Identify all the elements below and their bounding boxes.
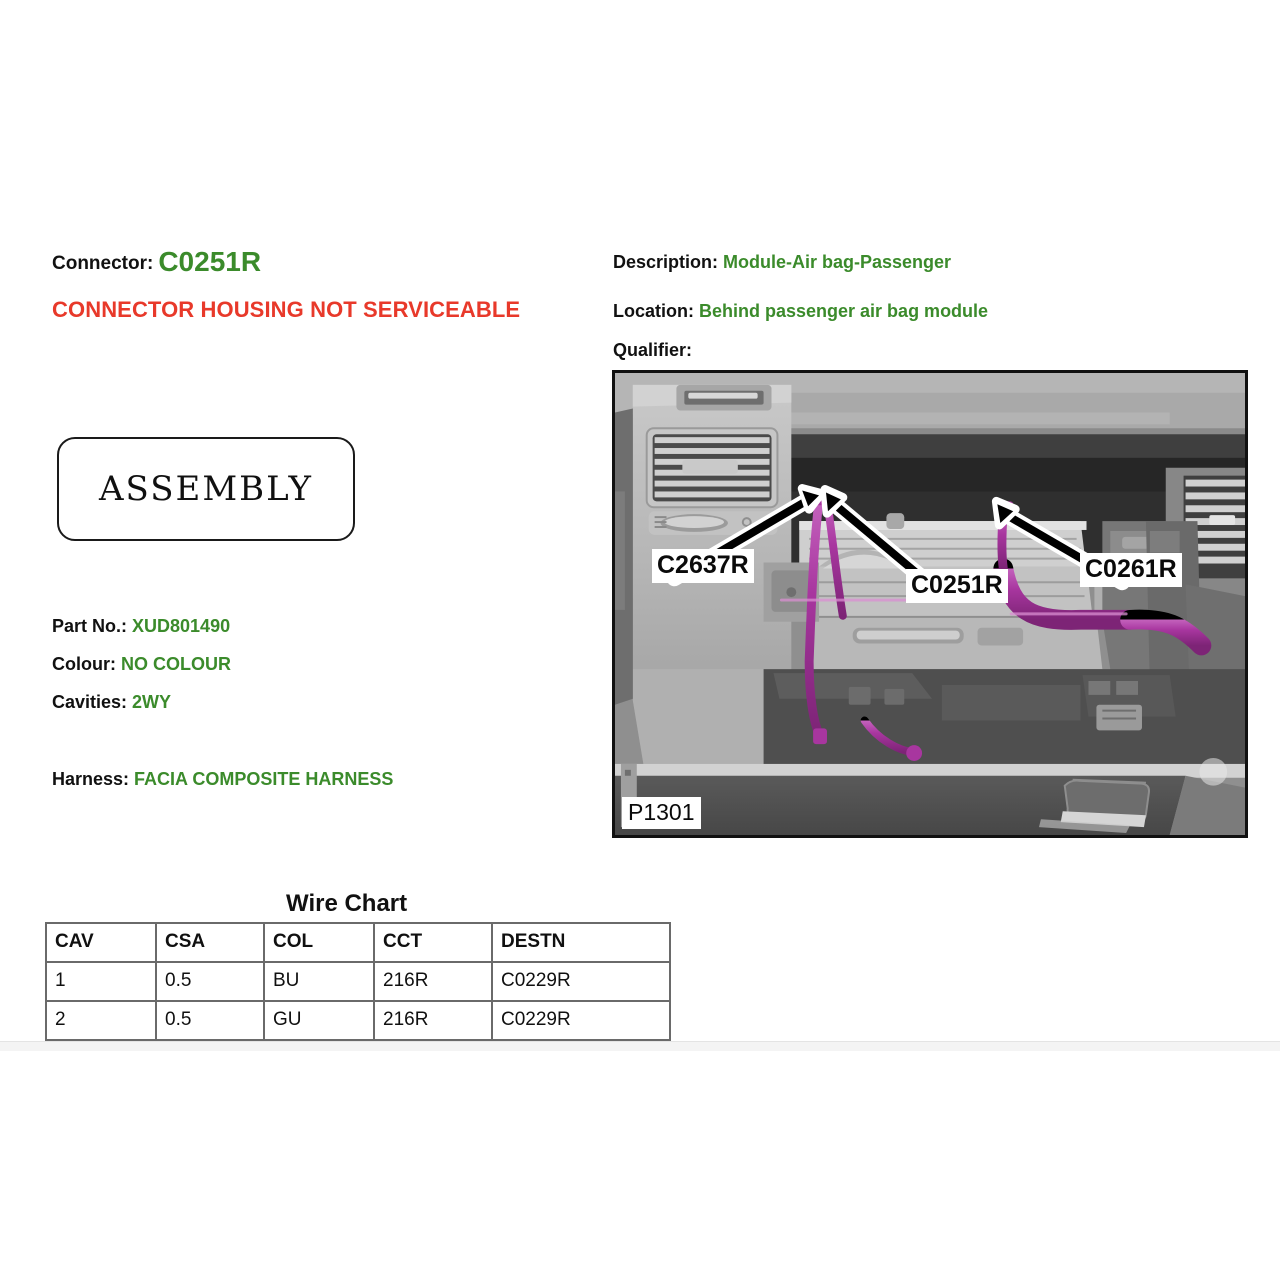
cell-destn: C0229R <box>492 1001 670 1040</box>
cell-csa: 0.5 <box>156 962 264 1001</box>
cell-csa: 0.5 <box>156 1001 264 1040</box>
table-row <box>46 962 670 1001</box>
cell-cav: 1 <box>46 962 156 1001</box>
dashboard-illustration <box>615 373 1245 835</box>
harness-row <box>52 769 393 790</box>
colour-row <box>52 654 231 675</box>
location-value: Behind passenger air bag module <box>699 301 989 321</box>
column-header-destn: DESTN <box>492 923 670 962</box>
description-row <box>613 252 951 273</box>
location-row <box>613 301 988 322</box>
connector-location-photo <box>612 370 1248 838</box>
colour-value: NO COLOUR <box>120 654 231 674</box>
cell-destn: C0229R <box>492 962 670 1001</box>
cavities-value: 2WY <box>132 692 172 712</box>
wire-chart-table <box>45 922 671 1041</box>
cell-cct: 216R <box>374 962 492 1001</box>
description-label: Description: <box>613 252 719 272</box>
column-header-col: COL <box>264 923 374 962</box>
location-label: Location: <box>613 301 694 321</box>
column-header-csa: CSA <box>156 923 264 962</box>
part-number-value: XUD801490 <box>132 616 231 636</box>
description-value: Module-Air bag-Passenger <box>723 252 952 272</box>
harness-value: FACIA COMPOSITE HARNESS <box>134 769 394 789</box>
photo-reference-tag: P1301 <box>622 797 701 829</box>
assembly-button[interactable] <box>57 437 355 541</box>
qualifier-row <box>613 340 692 361</box>
qualifier-label: Qualifier: <box>613 340 693 360</box>
cavities-row <box>52 692 171 713</box>
colour-label: Colour: <box>52 654 116 674</box>
assembly-button-label: ASSEMBLY <box>98 469 313 509</box>
part-number-label: Part No.: <box>52 616 128 636</box>
cell-cct: 216R <box>374 1001 492 1040</box>
cell-cav: 2 <box>46 1001 156 1040</box>
column-header-cct: CCT <box>374 923 492 962</box>
photo-callout-c2637r: C2637R <box>652 549 754 583</box>
part-number-row <box>52 616 230 637</box>
connector-value: C0251R <box>158 246 262 277</box>
photo-callout-c0251r: C0251R <box>906 569 1008 603</box>
photo-callout-c0261r: C0261R <box>1080 553 1182 587</box>
connector-not-serviceable-warning: CONNECTOR HOUSING NOT SERVICEABLE <box>52 297 521 322</box>
cavities-label: Cavities: <box>52 692 128 712</box>
cell-col: GU <box>264 1001 374 1040</box>
cell-col: BU <box>264 962 374 1001</box>
connector-row <box>52 246 261 278</box>
column-header-cav: CAV <box>46 923 156 962</box>
page-bottom-divider <box>0 1041 1280 1051</box>
connector-label: Connector: <box>52 253 154 274</box>
harness-label: Harness: <box>52 769 130 789</box>
table-row <box>46 1001 670 1040</box>
wire-chart-title: Wire Chart <box>286 890 408 917</box>
table-header-row <box>46 923 670 962</box>
